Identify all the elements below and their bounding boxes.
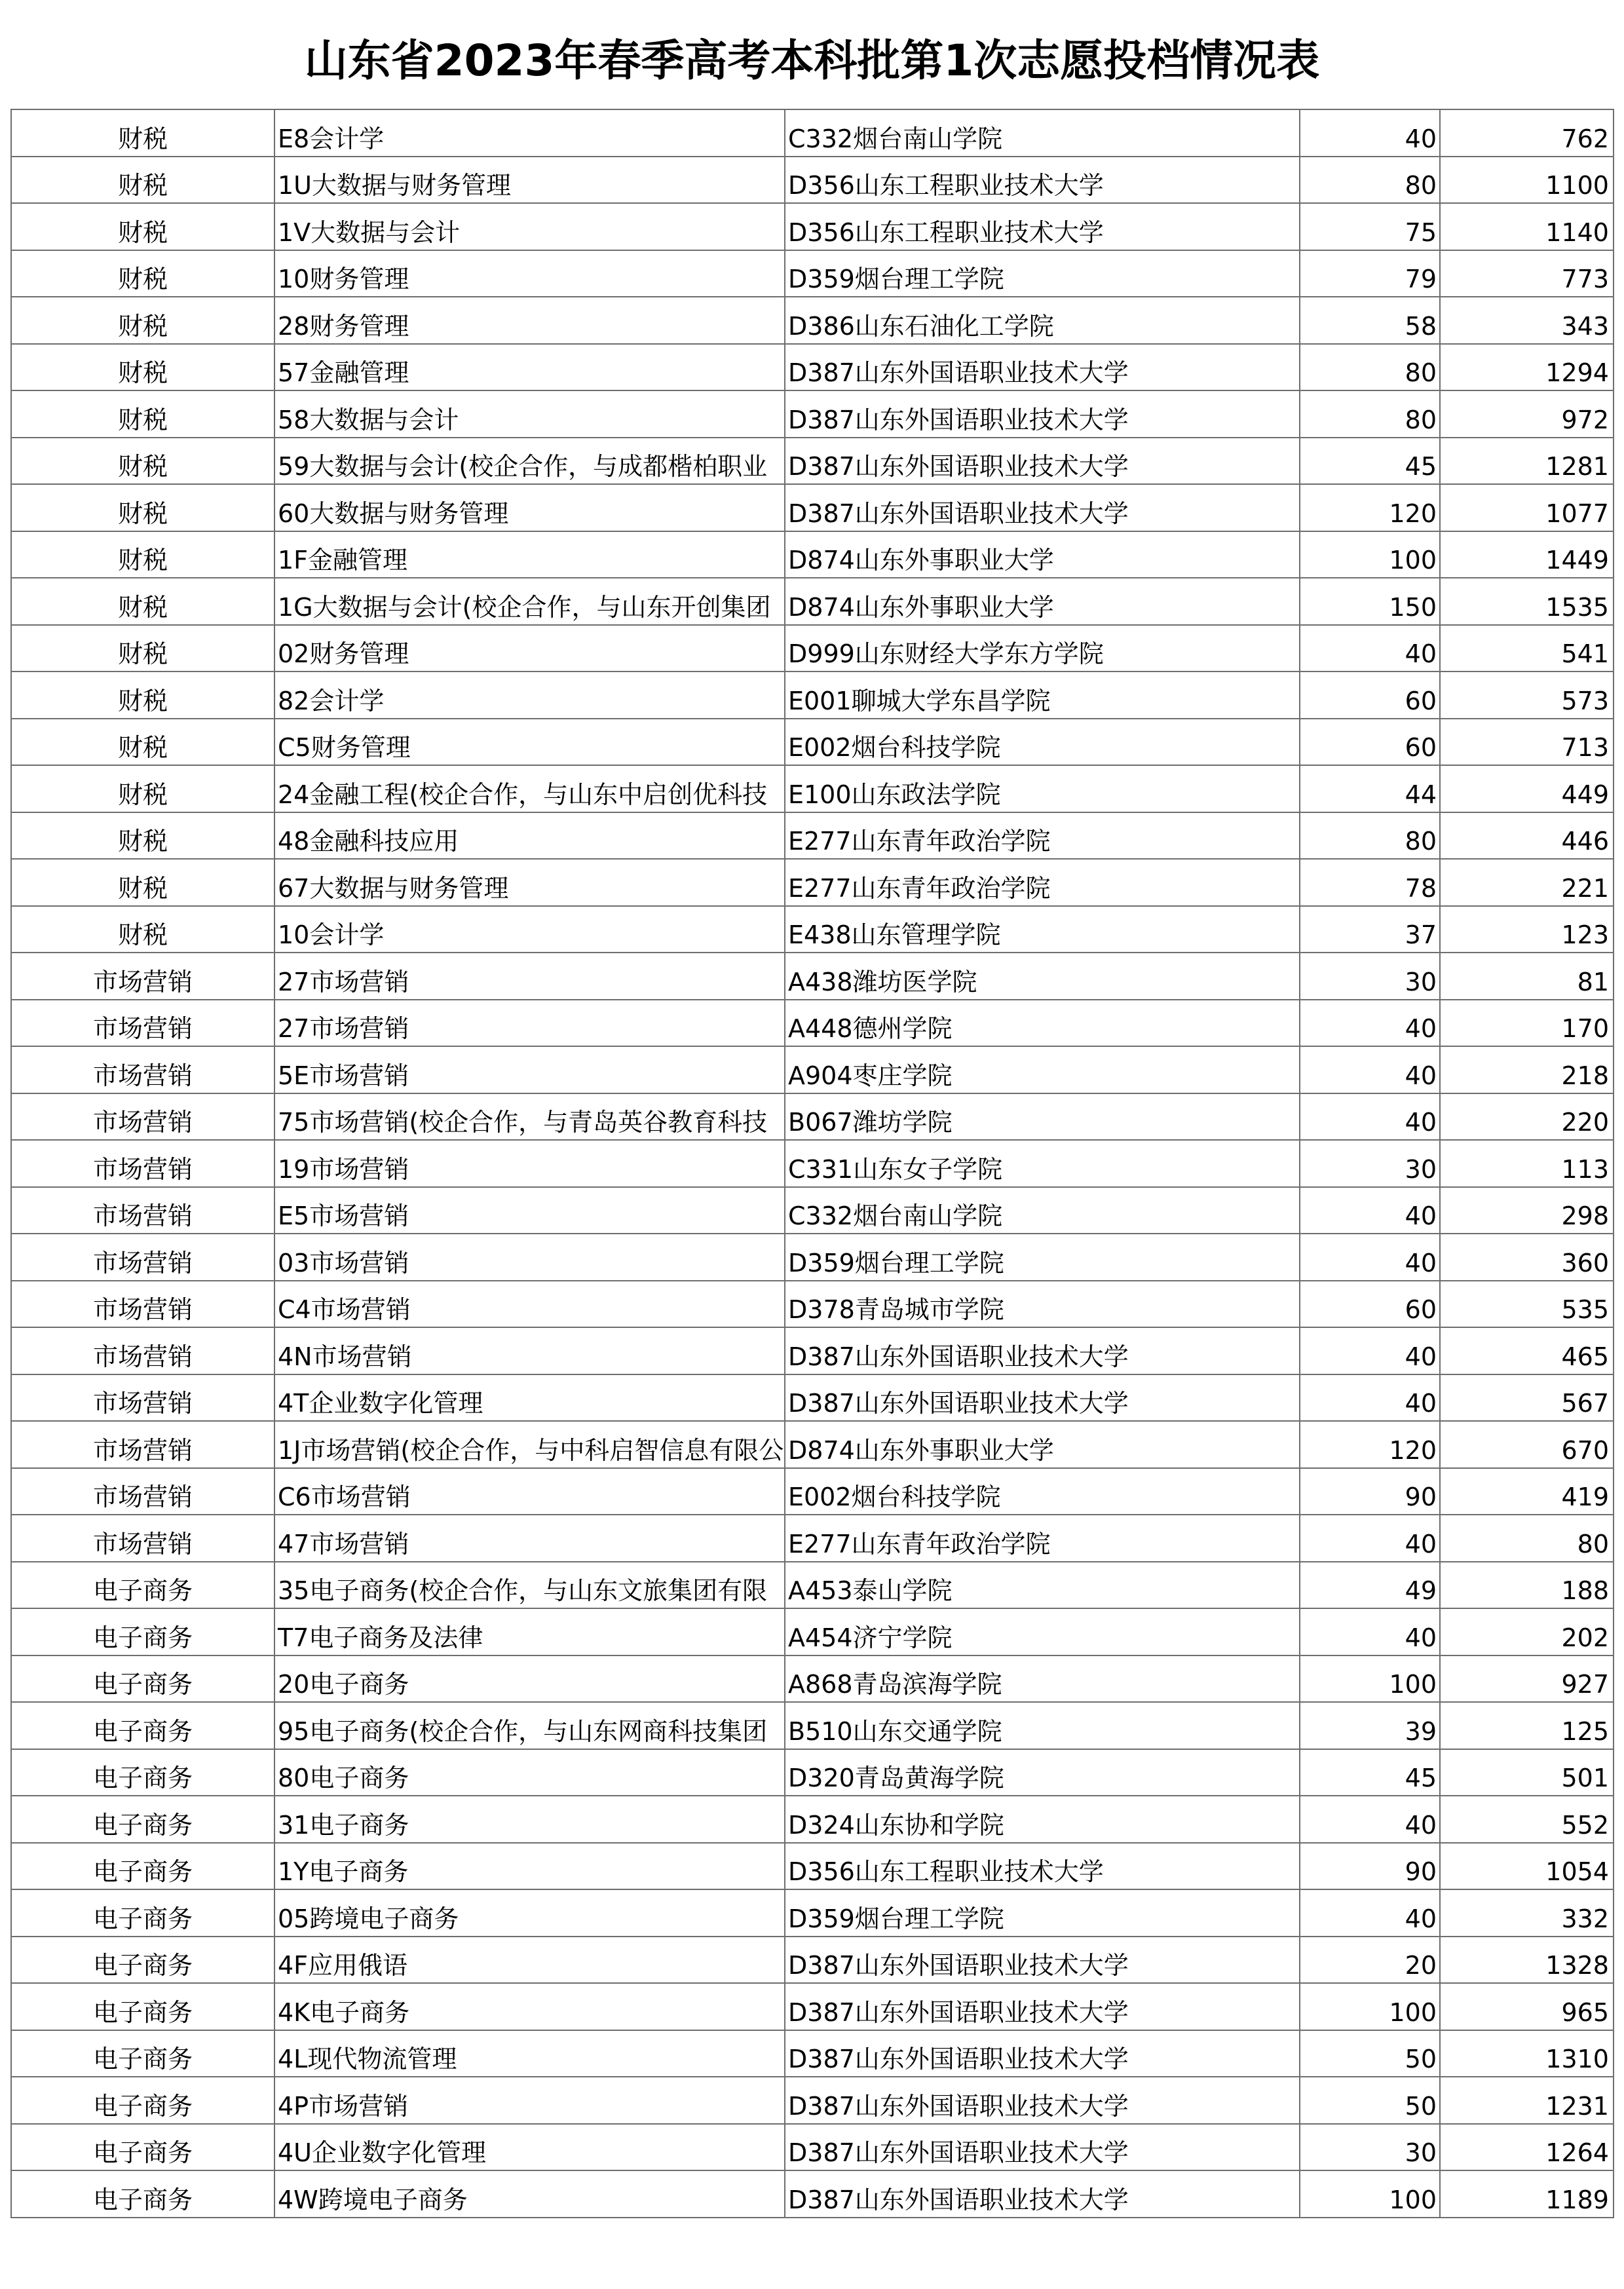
plan-count-cell: 40: [1300, 1374, 1440, 1422]
category-cell: 财税: [11, 157, 274, 204]
plan-count-cell: 40: [1300, 1234, 1440, 1281]
school-cell: D387山东外国语职业技术大学: [785, 1983, 1300, 2030]
major-cell: 82会计学: [274, 672, 785, 719]
plan-count-cell: 50: [1300, 2030, 1440, 2077]
major-cell: 20电子商务: [274, 1655, 785, 1703]
plan-count-cell: 37: [1300, 906, 1440, 953]
table-row: [11, 390, 1614, 438]
plan-count-cell: 45: [1300, 438, 1440, 485]
admitted-count-cell: 419: [1440, 1468, 1614, 1515]
admitted-count-cell: 670: [1440, 1421, 1614, 1468]
admitted-count-cell: 113: [1440, 1140, 1614, 1187]
major-cell: 24金融工程(校企合作，与山东中启创优科技: [274, 765, 785, 812]
school-cell: D324山东协和学院: [785, 1796, 1300, 1843]
major-cell: 75市场营销(校企合作，与青岛英谷教育科技: [274, 1093, 785, 1141]
plan-count-cell: 120: [1300, 484, 1440, 531]
plan-count-cell: 40: [1300, 1608, 1440, 1655]
category-cell: 电子商务: [11, 2124, 274, 2171]
table-row: [11, 578, 1614, 625]
school-cell: D874山东外事职业大学: [785, 531, 1300, 578]
admitted-count-cell: 552: [1440, 1796, 1614, 1843]
category-cell: 电子商务: [11, 1702, 274, 1749]
table-row: [11, 2170, 1614, 2218]
table-row: [11, 438, 1614, 485]
table-row: [11, 1234, 1614, 1281]
major-cell: C6市场营销: [274, 1468, 785, 1515]
major-cell: 03市场营销: [274, 1234, 785, 1281]
plan-count-cell: 50: [1300, 2077, 1440, 2124]
school-cell: D378青岛城市学院: [785, 1281, 1300, 1328]
admitted-count-cell: 1140: [1440, 203, 1614, 250]
admitted-count-cell: 449: [1440, 765, 1614, 812]
plan-count-cell: 44: [1300, 765, 1440, 812]
plan-count-cell: 30: [1300, 2124, 1440, 2171]
plan-count-cell: 40: [1300, 109, 1440, 157]
category-cell: 财税: [11, 578, 274, 625]
admitted-count-cell: 1535: [1440, 578, 1614, 625]
major-cell: 47市场营销: [274, 1515, 785, 1562]
category-cell: 电子商务: [11, 1983, 274, 2030]
school-cell: D359烟台理工学院: [785, 250, 1300, 297]
school-cell: D387山东外国语职业技术大学: [785, 2077, 1300, 2124]
admitted-count-cell: 773: [1440, 250, 1614, 297]
plan-count-cell: 30: [1300, 953, 1440, 1000]
category-cell: 财税: [11, 625, 274, 672]
category-cell: 电子商务: [11, 1608, 274, 1655]
major-cell: 1U大数据与财务管理: [274, 157, 785, 204]
school-cell: D356山东工程职业技术大学: [785, 1843, 1300, 1890]
school-cell: C332烟台南山学院: [785, 109, 1300, 157]
school-cell: E277山东青年政治学院: [785, 812, 1300, 860]
admitted-count-cell: 188: [1440, 1562, 1614, 1609]
school-cell: E100山东政法学院: [785, 765, 1300, 812]
school-cell: D999山东财经大学东方学院: [785, 625, 1300, 672]
school-cell: D387山东外国语职业技术大学: [785, 1374, 1300, 1422]
table-row: [11, 625, 1614, 672]
major-cell: E8会计学: [274, 109, 785, 157]
major-cell: 1G大数据与会计(校企合作，与山东开创集团: [274, 578, 785, 625]
table-row: [11, 1608, 1614, 1655]
category-cell: 电子商务: [11, 2030, 274, 2077]
major-cell: 02财务管理: [274, 625, 785, 672]
school-cell: D387山东外国语职业技术大学: [785, 2170, 1300, 2218]
plan-count-cell: 49: [1300, 1562, 1440, 1609]
category-cell: 财税: [11, 109, 274, 157]
major-cell: 35电子商务(校企合作，与山东文旅集团有限: [274, 1562, 785, 1609]
admitted-count-cell: 1264: [1440, 2124, 1614, 2171]
plan-count-cell: 30: [1300, 1140, 1440, 1187]
table-row: [11, 1046, 1614, 1093]
plan-count-cell: 80: [1300, 812, 1440, 860]
major-cell: 4W跨境电子商务: [274, 2170, 785, 2218]
major-cell: 60大数据与财务管理: [274, 484, 785, 531]
category-cell: 财税: [11, 859, 274, 906]
admitted-count-cell: 1449: [1440, 531, 1614, 578]
admitted-count-cell: 573: [1440, 672, 1614, 719]
plan-count-cell: 60: [1300, 719, 1440, 766]
major-cell: 4N市场营销: [274, 1327, 785, 1374]
school-cell: D387山东外国语职业技术大学: [785, 1937, 1300, 1984]
plan-count-cell: 78: [1300, 859, 1440, 906]
major-cell: 27市场营销: [274, 953, 785, 1000]
table-row: [11, 906, 1614, 953]
major-cell: 4F应用俄语: [274, 1937, 785, 1984]
admitted-count-cell: 762: [1440, 109, 1614, 157]
school-cell: D356山东工程职业技术大学: [785, 157, 1300, 204]
plan-count-cell: 45: [1300, 1749, 1440, 1796]
plan-count-cell: 40: [1300, 1000, 1440, 1047]
table-row: [11, 2124, 1614, 2171]
school-cell: C332烟台南山学院: [785, 1187, 1300, 1234]
major-cell: 1J市场营销(校企合作，与中科启智信息有限公: [274, 1421, 785, 1468]
plan-count-cell: 20: [1300, 1937, 1440, 1984]
category-cell: 财税: [11, 484, 274, 531]
admitted-count-cell: 170: [1440, 1000, 1614, 1047]
school-cell: D387山东外国语职业技术大学: [785, 344, 1300, 391]
category-cell: 财税: [11, 297, 274, 344]
major-cell: 4P市场营销: [274, 2077, 785, 2124]
school-cell: D387山东外国语职业技术大学: [785, 438, 1300, 485]
page-title: 山东省2023年春季高考本科批第1次志愿投档情况表: [304, 35, 1320, 86]
category-cell: 财税: [11, 719, 274, 766]
major-cell: 5E市场营销: [274, 1046, 785, 1093]
category-cell: 市场营销: [11, 1234, 274, 1281]
admitted-count-cell: 535: [1440, 1281, 1614, 1328]
major-cell: 67大数据与财务管理: [274, 859, 785, 906]
admitted-count-cell: 446: [1440, 812, 1614, 860]
plan-count-cell: 40: [1300, 1515, 1440, 1562]
table-row: [11, 1000, 1614, 1047]
table-row: [11, 1468, 1614, 1515]
table-row: [11, 1327, 1614, 1374]
category-cell: 财税: [11, 250, 274, 297]
major-cell: 1V大数据与会计: [274, 203, 785, 250]
plan-count-cell: 79: [1300, 250, 1440, 297]
school-cell: D359烟台理工学院: [785, 1889, 1300, 1937]
school-cell: E277山东青年政治学院: [785, 859, 1300, 906]
table-row: [11, 1702, 1614, 1749]
admitted-count-cell: 80: [1440, 1515, 1614, 1562]
plan-count-cell: 90: [1300, 1468, 1440, 1515]
major-cell: 4L现代物流管理: [274, 2030, 785, 2077]
major-cell: 80电子商务: [274, 1749, 785, 1796]
category-cell: 市场营销: [11, 1187, 274, 1234]
table-row: [11, 1187, 1614, 1234]
category-cell: 市场营销: [11, 1515, 274, 1562]
category-cell: 财税: [11, 531, 274, 578]
major-cell: 4K电子商务: [274, 1983, 785, 2030]
school-cell: D387山东外国语职业技术大学: [785, 2030, 1300, 2077]
major-cell: 4U企业数字化管理: [274, 2124, 785, 2171]
plan-count-cell: 120: [1300, 1421, 1440, 1468]
major-cell: 05跨境电子商务: [274, 1889, 785, 1937]
school-cell: D356山东工程职业技术大学: [785, 203, 1300, 250]
category-cell: 财税: [11, 906, 274, 953]
major-cell: 59大数据与会计(校企合作，与成都楷柏职业: [274, 438, 785, 485]
table-row: [11, 1562, 1614, 1609]
admitted-count-cell: 218: [1440, 1046, 1614, 1093]
school-cell: B067潍坊学院: [785, 1093, 1300, 1141]
admitted-count-cell: 125: [1440, 1702, 1614, 1749]
table-row: [11, 812, 1614, 860]
major-cell: 31电子商务: [274, 1796, 785, 1843]
major-cell: 57金融管理: [274, 344, 785, 391]
category-cell: 财税: [11, 672, 274, 719]
category-cell: 市场营销: [11, 953, 274, 1000]
major-cell: 58大数据与会计: [274, 390, 785, 438]
school-cell: C331山东女子学院: [785, 1140, 1300, 1187]
school-cell: D320青岛黄海学院: [785, 1749, 1300, 1796]
plan-count-cell: 40: [1300, 1093, 1440, 1141]
major-cell: E5市场营销: [274, 1187, 785, 1234]
category-cell: 电子商务: [11, 1655, 274, 1703]
plan-count-cell: 80: [1300, 157, 1440, 204]
table-row: [11, 1796, 1614, 1843]
category-cell: 财税: [11, 438, 274, 485]
admitted-count-cell: 1189: [1440, 2170, 1614, 2218]
admitted-count-cell: 1310: [1440, 2030, 1614, 2077]
table-row: [11, 1983, 1614, 2030]
admitted-count-cell: 221: [1440, 859, 1614, 906]
school-cell: E001聊城大学东昌学院: [785, 672, 1300, 719]
school-cell: D387山东外国语职业技术大学: [785, 390, 1300, 438]
table-row: [11, 297, 1614, 344]
admitted-count-cell: 1328: [1440, 1937, 1614, 1984]
school-cell: A448德州学院: [785, 1000, 1300, 1047]
table-row: [11, 1093, 1614, 1141]
admitted-count-cell: 1281: [1440, 438, 1614, 485]
table-row: [11, 765, 1614, 812]
plan-count-cell: 60: [1300, 1281, 1440, 1328]
admitted-count-cell: 1294: [1440, 344, 1614, 391]
plan-count-cell: 40: [1300, 1796, 1440, 1843]
school-cell: D874山东外事职业大学: [785, 578, 1300, 625]
plan-count-cell: 80: [1300, 344, 1440, 391]
category-cell: 电子商务: [11, 2170, 274, 2218]
school-cell: E002烟台科技学院: [785, 1468, 1300, 1515]
table-row: [11, 157, 1614, 204]
category-cell: 市场营销: [11, 1046, 274, 1093]
category-cell: 财税: [11, 390, 274, 438]
category-cell: 电子商务: [11, 1937, 274, 1984]
plan-count-cell: 40: [1300, 625, 1440, 672]
major-cell: 10财务管理: [274, 250, 785, 297]
table-row: [11, 1749, 1614, 1796]
admitted-count-cell: 220: [1440, 1093, 1614, 1141]
admitted-count-cell: 713: [1440, 719, 1614, 766]
admitted-count-cell: 972: [1440, 390, 1614, 438]
plan-count-cell: 40: [1300, 1889, 1440, 1937]
admitted-count-cell: 1077: [1440, 484, 1614, 531]
school-cell: E438山东管理学院: [785, 906, 1300, 953]
category-cell: 电子商务: [11, 1889, 274, 1937]
major-cell: 95电子商务(校企合作，与山东网商科技集团: [274, 1702, 785, 1749]
plan-count-cell: 40: [1300, 1046, 1440, 1093]
table-row: [11, 1281, 1614, 1328]
school-cell: D386山东石油化工学院: [785, 297, 1300, 344]
table-row: [11, 672, 1614, 719]
admitted-count-cell: 123: [1440, 906, 1614, 953]
plan-count-cell: 80: [1300, 390, 1440, 438]
major-cell: 1F金融管理: [274, 531, 785, 578]
admitted-count-cell: 965: [1440, 1983, 1614, 2030]
category-cell: 市场营销: [11, 1281, 274, 1328]
table-row: [11, 1515, 1614, 1562]
table-row: [11, 1937, 1614, 1984]
school-cell: A438潍坊医学院: [785, 953, 1300, 1000]
admitted-count-cell: 360: [1440, 1234, 1614, 1281]
major-cell: T7电子商务及法律: [274, 1608, 785, 1655]
major-cell: C5财务管理: [274, 719, 785, 766]
table-row: [11, 719, 1614, 766]
table-row: [11, 1843, 1614, 1890]
admitted-count-cell: 541: [1440, 625, 1614, 672]
category-cell: 电子商务: [11, 1562, 274, 1609]
table-row: [11, 859, 1614, 906]
school-cell: A904枣庄学院: [785, 1046, 1300, 1093]
category-cell: 市场营销: [11, 1421, 274, 1468]
school-cell: D359烟台理工学院: [785, 1234, 1300, 1281]
school-cell: D387山东外国语职业技术大学: [785, 2124, 1300, 2171]
table-row: [11, 531, 1614, 578]
plan-count-cell: 40: [1300, 1327, 1440, 1374]
plan-count-cell: 39: [1300, 1702, 1440, 1749]
plan-count-cell: 100: [1300, 1983, 1440, 2030]
admitted-count-cell: 1231: [1440, 2077, 1614, 2124]
plan-count-cell: 75: [1300, 203, 1440, 250]
major-cell: 10会计学: [274, 906, 785, 953]
category-cell: 电子商务: [11, 1749, 274, 1796]
school-cell: A454济宁学院: [785, 1608, 1300, 1655]
admitted-count-cell: 1054: [1440, 1843, 1614, 1890]
school-cell: B510山东交通学院: [785, 1702, 1300, 1749]
table-row: [11, 1421, 1614, 1468]
school-cell: A868青岛滨海学院: [785, 1655, 1300, 1703]
major-cell: 28财务管理: [274, 297, 785, 344]
category-cell: 电子商务: [11, 2077, 274, 2124]
category-cell: 市场营销: [11, 1140, 274, 1187]
plan-count-cell: 150: [1300, 578, 1440, 625]
major-cell: 48金融科技应用: [274, 812, 785, 860]
table-row: [11, 484, 1614, 531]
category-cell: 电子商务: [11, 1843, 274, 1890]
admitted-count-cell: 1100: [1440, 157, 1614, 204]
admitted-count-cell: 298: [1440, 1187, 1614, 1234]
plan-count-cell: 100: [1300, 2170, 1440, 2218]
plan-count-cell: 40: [1300, 1187, 1440, 1234]
category-cell: 市场营销: [11, 1000, 274, 1047]
table-row: [11, 1140, 1614, 1187]
major-cell: C4市场营销: [274, 1281, 785, 1328]
category-cell: 市场营销: [11, 1093, 274, 1141]
table-row: [11, 1889, 1614, 1937]
school-cell: A453泰山学院: [785, 1562, 1300, 1609]
table-row: [11, 250, 1614, 297]
major-cell: 19市场营销: [274, 1140, 785, 1187]
table-row: [11, 1655, 1614, 1703]
school-cell: D387山东外国语职业技术大学: [785, 484, 1300, 531]
admitted-count-cell: 343: [1440, 297, 1614, 344]
category-cell: 财税: [11, 203, 274, 250]
table-row: [11, 109, 1614, 157]
plan-count-cell: 100: [1300, 1655, 1440, 1703]
category-cell: 财税: [11, 344, 274, 391]
major-cell: 4T企业数字化管理: [274, 1374, 785, 1422]
category-cell: 市场营销: [11, 1327, 274, 1374]
admitted-count-cell: 81: [1440, 953, 1614, 1000]
table-body: [11, 109, 1614, 2218]
table-row: [11, 2030, 1614, 2077]
school-cell: D387山东外国语职业技术大学: [785, 1327, 1300, 1374]
school-cell: E002烟台科技学院: [785, 719, 1300, 766]
category-cell: 电子商务: [11, 1796, 274, 1843]
table-row: [11, 953, 1614, 1000]
major-cell: 1Y电子商务: [274, 1843, 785, 1890]
admitted-count-cell: 927: [1440, 1655, 1614, 1703]
plan-count-cell: 60: [1300, 672, 1440, 719]
major-cell: 27市场营销: [274, 1000, 785, 1047]
table-row: [11, 1374, 1614, 1422]
admitted-count-cell: 501: [1440, 1749, 1614, 1796]
table-row: [11, 2077, 1614, 2124]
admitted-count-cell: 202: [1440, 1608, 1614, 1655]
admitted-count-cell: 567: [1440, 1374, 1614, 1422]
admitted-count-cell: 465: [1440, 1327, 1614, 1374]
plan-count-cell: 90: [1300, 1843, 1440, 1890]
admitted-count-cell: 332: [1440, 1889, 1614, 1937]
category-cell: 财税: [11, 765, 274, 812]
table-row: [11, 203, 1614, 250]
admission-table: [10, 109, 1614, 2218]
school-cell: D874山东外事职业大学: [785, 1421, 1300, 1468]
table-row: [11, 344, 1614, 391]
plan-count-cell: 100: [1300, 531, 1440, 578]
plan-count-cell: 58: [1300, 297, 1440, 344]
category-cell: 财税: [11, 812, 274, 860]
category-cell: 市场营销: [11, 1468, 274, 1515]
school-cell: E277山东青年政治学院: [785, 1515, 1300, 1562]
category-cell: 市场营销: [11, 1374, 274, 1422]
